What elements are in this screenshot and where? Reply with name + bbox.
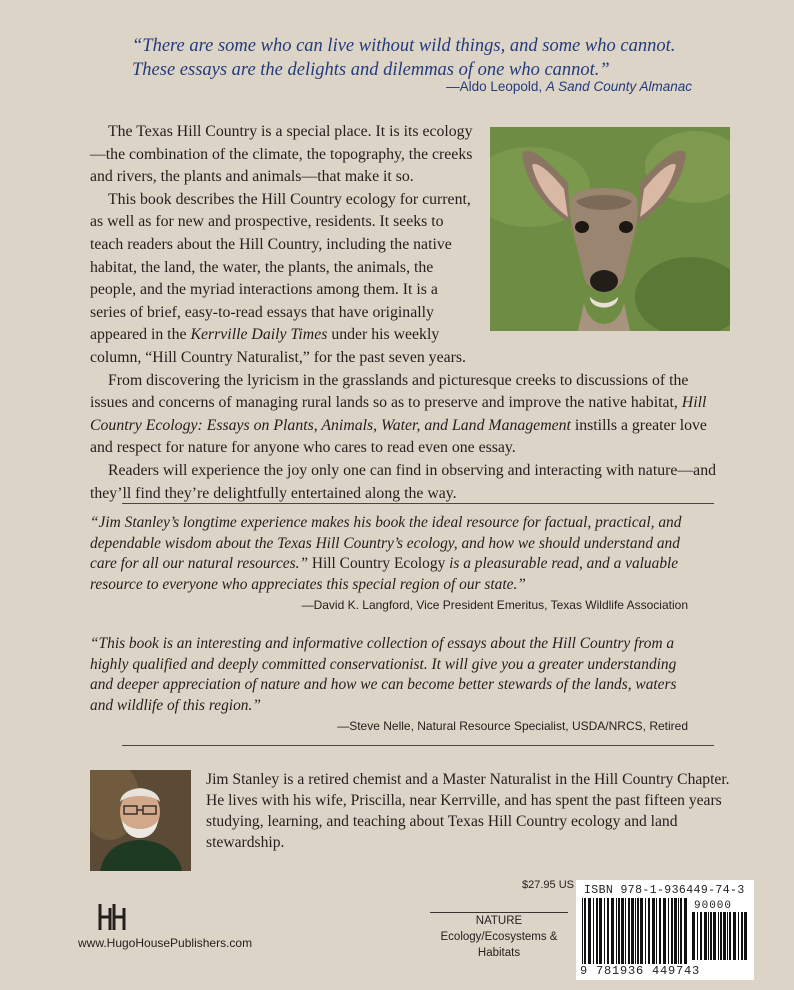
barcode-bar <box>678 898 679 964</box>
barcode-bar <box>674 898 677 964</box>
hugo-house-logo-icon <box>96 900 128 932</box>
barcode-bar <box>593 898 594 964</box>
category-secondary: Ecology/Ecosystems & Habitats <box>440 931 558 959</box>
barcode-digits: 9 781936 449743 <box>580 964 701 978</box>
epigraph-author: —Aldo Leopold, <box>446 79 543 94</box>
divider-top <box>122 503 714 504</box>
barcode-bar <box>692 912 695 960</box>
description-paragraph-3: From discovering the lyricism in the grasslands and picturesque creeks to discussions of the issues and concerns of managing rural lands so as to preserve and improve the native habitat, Hill Country Ecology: Essays on Plants, Animals, Water, and Land Management instills a greater love and respect for nature for anyone who cares to read even one essay. <box>90 371 707 457</box>
book-description <box>90 121 730 505</box>
barcode-bar <box>584 898 586 964</box>
endorsement-1-text: “Jim Stanley’s longtime experience makes his book the ideal resource for factual, practical, and dependable wisdom about the Texas Hill Country’s ecology, and how we should understand and care for all our natural resources.” <box>90 514 682 573</box>
barcode-bar <box>611 898 614 964</box>
barcode-bar <box>645 898 646 964</box>
barcode-bar <box>659 898 661 964</box>
barcode-bar <box>635 898 636 964</box>
barcode-bar <box>631 898 634 964</box>
description-paragraph-1: The Texas Hill Country is a special place. It is its ecology—the combination of the climate, the topography, the creeks and rivers, the plants and animals—that make it so. <box>90 121 730 189</box>
barcode-bar <box>607 898 609 964</box>
publisher-website: www.HugoHousePublishers.com <box>78 936 253 950</box>
isbn-label: ISBN 978-1-936449-74-3 <box>584 884 745 897</box>
deer-illustration <box>490 127 730 331</box>
author-bio: Jim Stanley is a retired chemist and a Master Naturalist in the Hill Country Chapter. He lives with his wife, Priscilla, near Kerrville, and has spent the past fifteen years studying, learning, and teaching about Texas Hill Country ecology and land stewardship. <box>206 771 730 851</box>
barcode-bar <box>637 898 639 964</box>
barcode-add-on-bars <box>692 912 748 960</box>
book-title: Hill Country Ecology: Essays on Plants, Animals, Water, and Land Management <box>90 394 707 434</box>
epigraph-line-1: “There are some who can live without wild things, and some who cannot. <box>132 36 676 56</box>
endorsement-nelle <box>90 634 688 736</box>
barcode-bar <box>741 912 743 960</box>
barcode-bar <box>582 898 583 964</box>
author-portrait <box>90 770 191 871</box>
barcode-bar <box>718 912 719 960</box>
barcode-bar <box>723 912 726 960</box>
endorsement-1-text-end: is a pleasurable read, and a valuable resource to everyone who appreciates this special region of our state.” <box>90 555 679 593</box>
barcode-bar <box>733 912 736 960</box>
endorsement-langford <box>90 513 688 615</box>
barcode-bar <box>656 898 657 964</box>
barcode-bar <box>588 898 591 964</box>
isbn-barcode <box>576 880 754 980</box>
barcode-bar <box>708 912 709 960</box>
barcode-bar <box>648 898 650 964</box>
author-photo <box>90 770 191 871</box>
endorsement-2-attribution: —Steve Nelle, Natural Resource Specialist, USDA/NRCS, Retired <box>337 719 688 734</box>
barcode-bar <box>618 898 620 964</box>
barcode-bars <box>582 898 688 964</box>
epigraph-book: A Sand County Almanac <box>545 79 692 94</box>
barcode-bar <box>704 912 707 960</box>
barcode-bar <box>680 898 682 964</box>
barcode-bar <box>652 898 655 964</box>
barcode-bar <box>628 898 630 964</box>
barcode-bar <box>720 912 722 960</box>
barcode-add-on: 90000 <box>694 900 733 912</box>
barcode-bar <box>663 898 666 964</box>
barcode-bar <box>616 898 617 964</box>
barcode-bar <box>713 912 716 960</box>
endorsement-1-book-title: Hill Country Ecology <box>311 555 446 573</box>
barcode-bar <box>668 898 669 964</box>
epigraph-attribution <box>446 79 692 94</box>
epigraph <box>132 34 732 82</box>
barcode-bar <box>599 898 602 964</box>
endorsement-2-text: “This book is an interesting and informative collection of essays about the Hill Country from a highly qualified and deeply committed conservationist. It will give you a greater understanding and deeper appreciation of nature and how we can become better stewards of the lands, waters and wildlife of this region.” <box>90 635 677 714</box>
barcode-bar <box>684 898 687 964</box>
epigraph-line-2: These essays are the delights and dilemmas of one who cannot.” <box>132 60 610 80</box>
category-primary: NATURE <box>475 915 523 927</box>
barcode-bar <box>621 898 624 964</box>
deer-photo <box>490 127 730 331</box>
description-paragraph-2: This book describes the Hill Country ecology for current, as well as for new and prospective, residents. It seeks to teach readers about the Hill Country, including the native habitat, the land, the water, the plants, the animals, the people, and the myriad interactions among them. It is a series of brief, easy-to-read essays that have originally appeared in the Kerrville Daily Times under his weekly column, “Hill Country Naturalist,” for the past seven years. <box>90 190 471 366</box>
description-paragraph-4: Readers will experience the joy only one can find in observing and interacting with nature—and they’ll find they’re delightfully entertained along the way. <box>90 461 716 502</box>
barcode-bar <box>671 898 673 964</box>
newspaper-title: Kerrville Daily Times <box>190 326 328 344</box>
barcode-bar <box>727 912 728 960</box>
barcode-bar <box>640 898 643 964</box>
barcode-bar <box>729 912 731 960</box>
divider-bottom <box>122 745 714 746</box>
barcode-bar <box>697 912 698 960</box>
price: $27.95 US <box>522 879 574 891</box>
category <box>430 912 568 961</box>
barcode-bar <box>625 898 626 964</box>
barcode-bar <box>744 912 747 960</box>
barcode-bar <box>738 912 739 960</box>
barcode-bar <box>710 912 712 960</box>
barcode-bar <box>596 898 598 964</box>
endorsement-1-attribution: —David K. Langford, Vice President Emeritus, Texas Wildlife Association <box>301 598 688 613</box>
barcode-bar <box>700 912 702 960</box>
barcode-bar <box>604 898 605 964</box>
